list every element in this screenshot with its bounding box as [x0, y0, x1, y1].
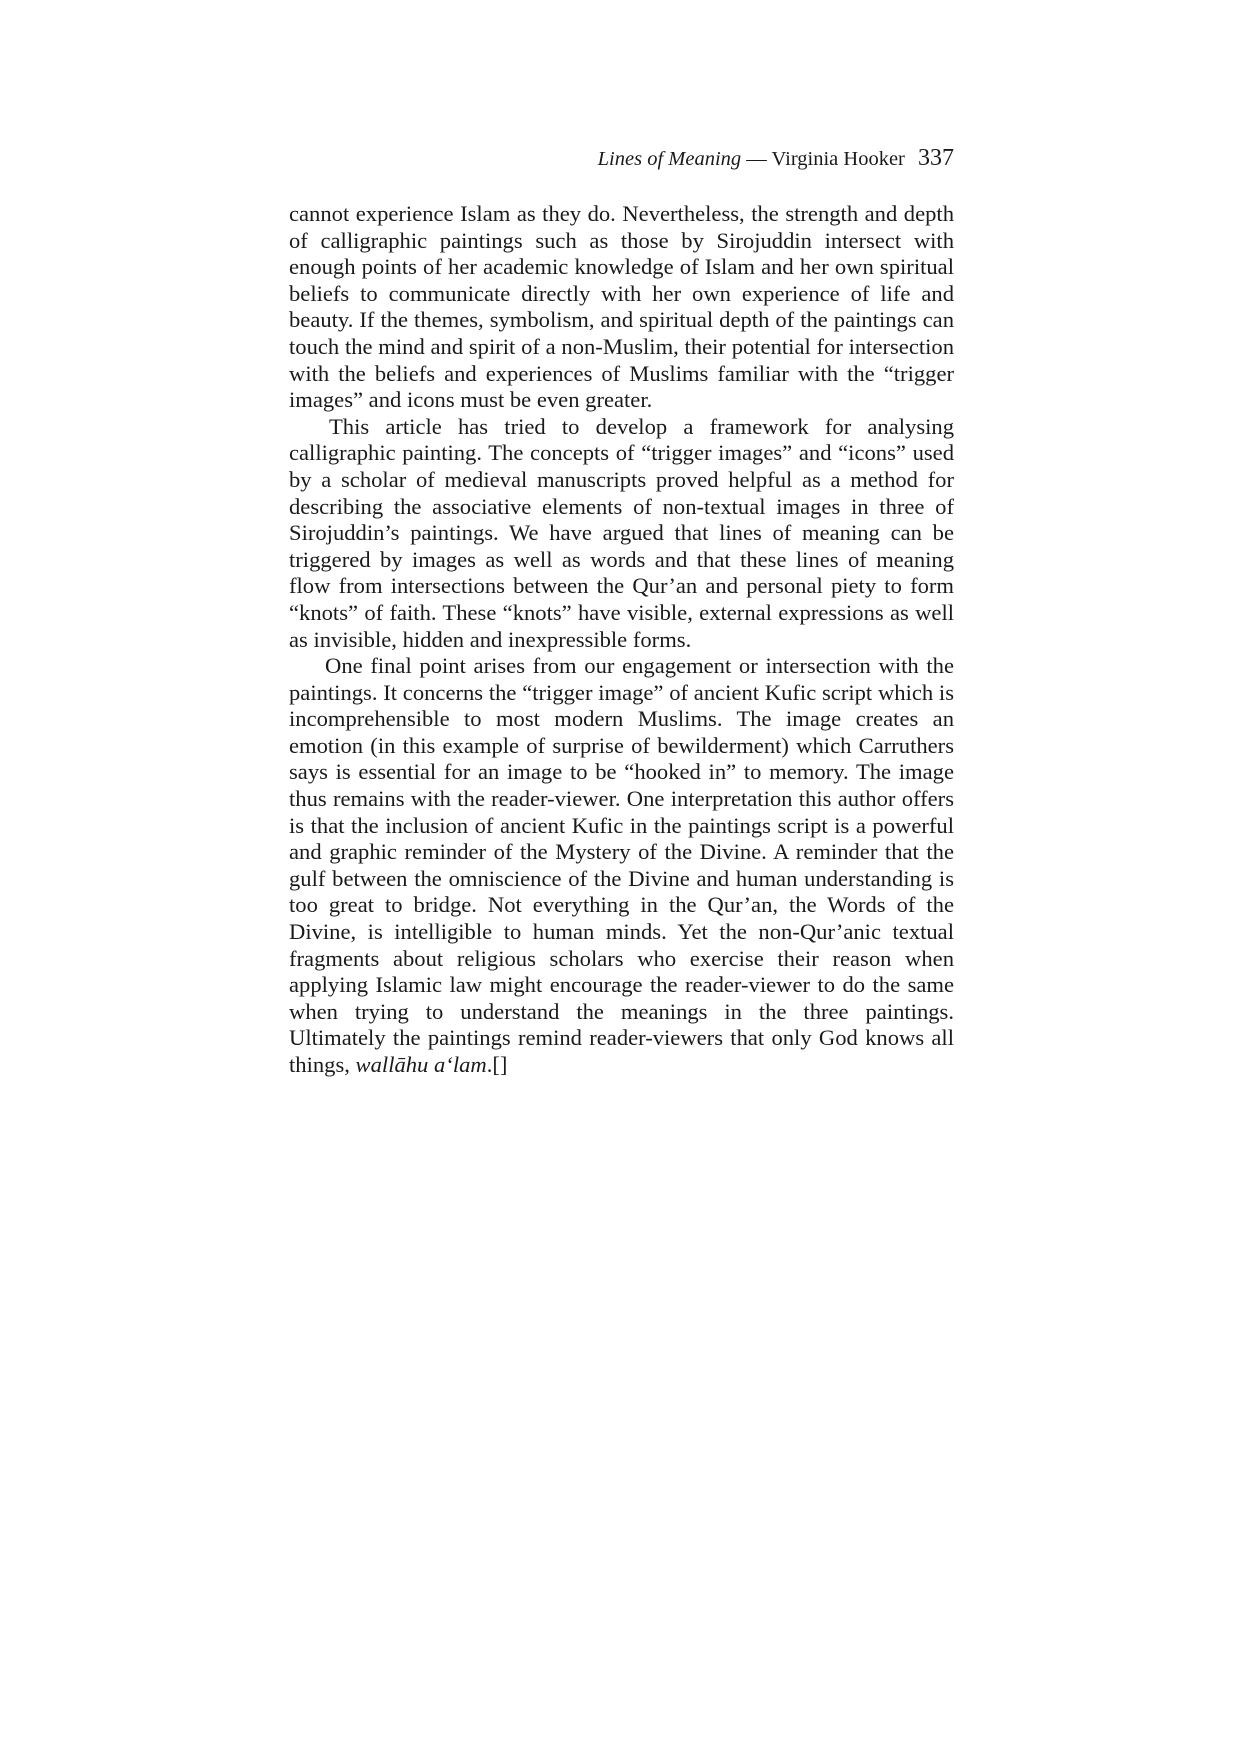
- end-mark: .[]: [486, 1052, 508, 1077]
- body-text: [289, 201, 954, 1079]
- paragraph-1: cannot experience Islam as they do. Nevertheless, the strength and depth of calligraphic paintings such as those by Sirojuddin intersect with enough points of her academic knowledge of Islam and her own spiritual beliefs to communicate directly with her own experience of life and beauty. If the themes, symbolism, and spiritual depth of the paintings can touch the mind and spirit of a non-Muslim, their potential for intersection with the beliefs and experiences of Muslims familiar with the “trigger images” and icons must be even greater.: [289, 201, 954, 413]
- header-separator: —: [746, 148, 767, 170]
- page-number: 337: [918, 145, 954, 171]
- closing-arabic-phrase: wallāhu a‘lam: [355, 1052, 487, 1077]
- paragraph-3: [289, 653, 954, 1079]
- running-title: Lines of Meaning: [597, 148, 742, 170]
- paragraph-2: This article has tried to develop a framework for analysing calligraphic painting. The concepts of “trigger images” and “icons” used by a scholar of medieval manuscripts proved helpful as a method for describing the associative elements of non-textual images in three of Sirojuddin’s paintings. We have argued that lines of meaning can be triggered by images as well as words and that these lines of meaning flow from intersections between the Qur’an and personal piety to form “knots” of faith. These “knots” have visible, external expressions as well as invisible, hidden and inexpressible forms.: [289, 413, 954, 652]
- running-header: [289, 140, 954, 176]
- header-author: Virginia Hooker: [771, 148, 905, 170]
- paragraph-3-text: One final point arises from our engagement or intersection with the paintings. It concerns the “trigger image” of ancient Kufic script which is incomprehensible to most modern Muslims. The image creates an emotion (in this example of surprise of bewilderment) which Carruthers says is essential for an image to be “hooked in” to memory. The image thus remains with the reader-viewer. One interpretation this author offers is that the inclusion of ancient Kufic in the paintings script is a powerful and graphic reminder of the Mystery of the Divine. A reminder that the gulf between the omniscience of the Divine and human understanding is too great to bridge. Not everything in the Qur’an, the Words of the Divine, is intelligible to human minds. Yet the non-Qur’anic textual fragments about religious scholars who exercise their reason when applying Islamic law might encourage the reader-viewer to do the same when trying to understand the meanings in the three paintings. Ultimately the paintings remind reader-viewers that only God knows all things,: [289, 653, 954, 1077]
